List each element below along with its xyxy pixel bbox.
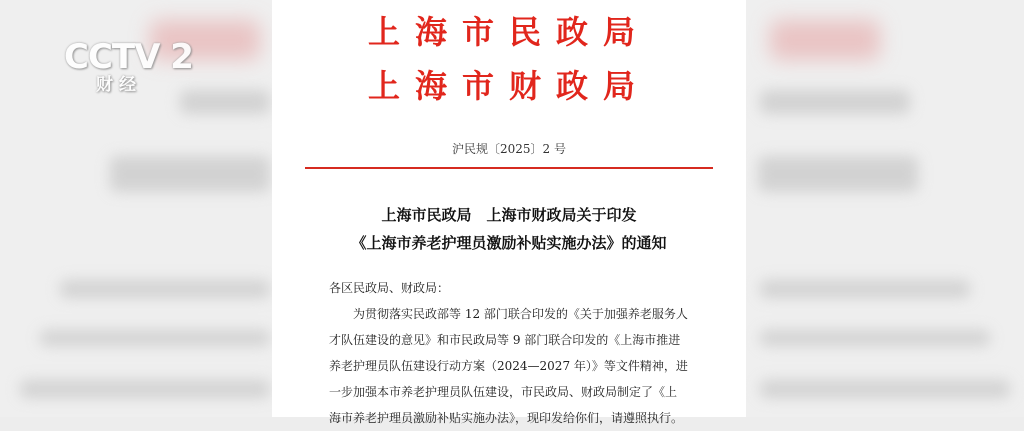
document-page xyxy=(272,0,746,425)
blurred-text-block xyxy=(760,330,990,346)
body-line: 才队伍建设的意见》和市民政局等 9 部门联合印发的《上海市推进 xyxy=(329,333,681,347)
issuer-civil-affairs: 上海市民政局 xyxy=(367,13,650,51)
issuer-finance: 上海市财政局 xyxy=(367,67,650,105)
blurred-text-block xyxy=(758,156,918,192)
red-divider xyxy=(305,167,713,169)
body-line: 海市养老护理员激励补贴实施办法》，现印发给你们，请遵照执行。 xyxy=(329,411,684,425)
blurred-text-block xyxy=(760,90,910,114)
channel-name: 财经 xyxy=(96,75,142,95)
body-line: 一步加强本市养老护理员队伍建设，市民政局、财政局制定了《上 xyxy=(329,385,678,399)
blurred-text-block xyxy=(60,280,270,298)
cctv2-logo-mark: CCTV 2 xyxy=(64,37,193,77)
salutation: 各区民政局、财政局： xyxy=(329,281,450,295)
document-title-line-1: 上海市民政局 上海市财政局关于印发 xyxy=(381,206,637,224)
blurred-text-block xyxy=(20,380,270,398)
blurred-text-block xyxy=(760,380,1010,398)
blurred-text-block xyxy=(760,280,970,298)
body-line: 为贯彻落实民政部等 12 部门联合印发的《关于加强养老服务人 xyxy=(353,307,688,321)
body-line: 养老护理员队伍建设行动方案（2024—2027 年）》等文件精神，进 xyxy=(329,359,688,373)
cctv2-logo xyxy=(64,37,196,102)
document-body xyxy=(329,301,699,431)
blurred-text-block xyxy=(110,156,270,192)
blurred-text-block xyxy=(40,330,270,346)
document-number: 沪民规〔2025〕2 号 xyxy=(452,142,566,156)
document-title-line-2: 《上海市养老护理员激励补贴实施办法》的通知 xyxy=(351,234,667,252)
blurred-heading-right xyxy=(770,20,880,60)
